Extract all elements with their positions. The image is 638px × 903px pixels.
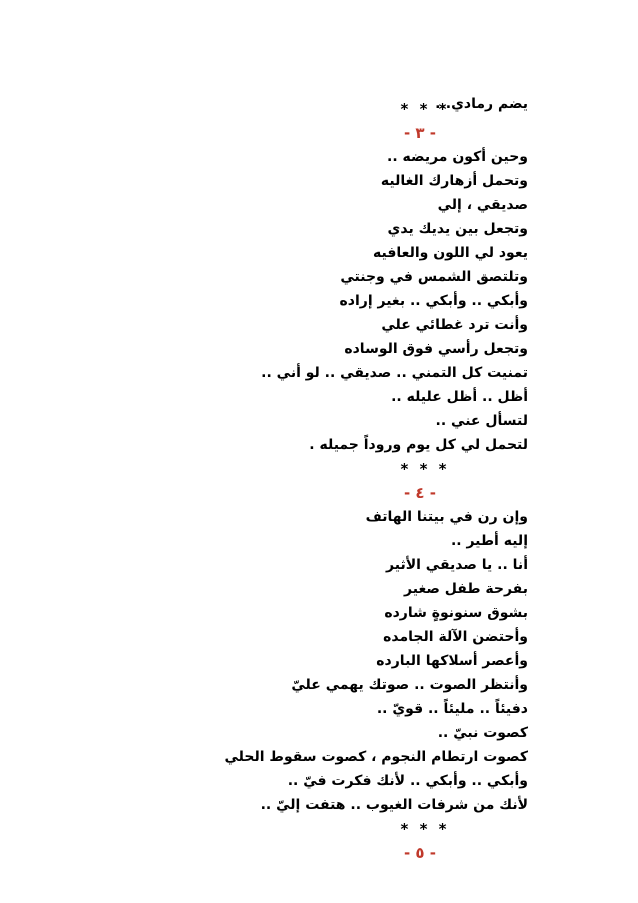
poem-line: وأبكي .. وأبكي .. بغير إراده [339, 293, 528, 309]
section-number-3: - ٣ - [403, 124, 437, 142]
poem-line: وتحمل أزهارك الغاليه [380, 173, 528, 189]
poem-line: وأبكي .. وأبكي .. لأنك فكرت فيّ .. [287, 773, 528, 789]
poem-line: وتلتصق الشمس في وجنتي [340, 269, 528, 285]
poem-line: بشوق سنونوةٍ شارده [384, 605, 528, 621]
poem-line: وحين أكون مريضه .. [387, 149, 528, 165]
poem-line: وأحتضن الآلة الجامده [383, 629, 528, 645]
poem-line: وأنتظر الصوت .. صوتك يهمي عليّ [291, 677, 528, 693]
poem-line: لأنك من شرفات الغيوب .. هتفت إليّ .. [260, 797, 528, 813]
poem-line: وتجعل رأسي فوق الوساده [344, 341, 528, 357]
poem-line: بفرحة طفل صغير [404, 581, 528, 597]
poem-line: لتحمل لي كل يوم وروداً جميله . [309, 437, 528, 453]
stars-separator: * * * [400, 460, 450, 478]
section-number-5: - ٥ - [403, 844, 437, 862]
poem-line: أنا .. يا صديقي الأثير [386, 557, 528, 573]
poem-line: وتجعل بين يديك يدي [387, 221, 528, 237]
poem-line: إليه أطير .. [450, 533, 528, 549]
poem-line: صديقي ، إلي [437, 197, 528, 213]
stars-separator: * * * [400, 820, 450, 838]
poem-line: كصوت نبيّ .. [437, 725, 528, 741]
poem-line: وأعصر أسلاكها البارده [376, 653, 528, 669]
poem-line: وإن رن في بيتنا الهاتف [365, 509, 528, 525]
poem-line: كصوت ارتطام النجوم ، كصوت سقوط الحلي [224, 749, 528, 765]
poem-line: يضم رمادي... [435, 96, 528, 112]
stars-separator: * * * [400, 100, 450, 118]
section-number-4: - ٤ - [403, 484, 437, 502]
poem-line: يعود لي اللون والعافيه [373, 245, 528, 261]
poem-line: تمنيت كل التمني .. صديقي .. لو أني .. [261, 365, 528, 381]
poem-line: وأنت ترد غطائي علي [381, 317, 528, 333]
poem-line: دفيئاً .. مليئاً .. قويّ .. [376, 701, 528, 717]
poem-line: أظل .. أظل عليله .. [391, 389, 528, 405]
poem-line: لتسأل عني .. [435, 413, 528, 429]
